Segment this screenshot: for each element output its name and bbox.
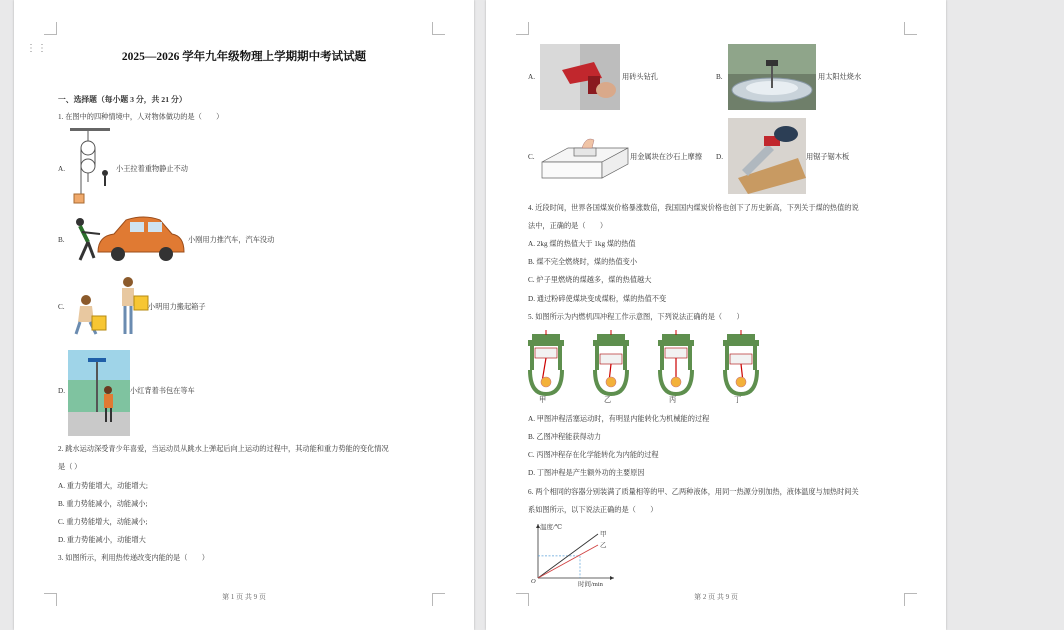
x-axis-arrow — [610, 576, 614, 580]
option-text: 小刚用力推汽车，汽车没动 — [188, 236, 275, 244]
section-heading: 一、选择题（每小题 3 分，共 21 分） — [58, 95, 187, 104]
question-2-option: B. 重力势能减小，动能减小; — [58, 500, 148, 508]
question-4-option: A. 2kg 煤的热值大于 1kg 煤的热值 — [528, 240, 636, 248]
friction-block-illustration — [538, 128, 630, 184]
option-letter: C. — [528, 153, 535, 161]
question-4-stem-cont: 法中，正确的是（ ） — [528, 222, 608, 230]
option-letter: D. — [58, 387, 65, 395]
document-page-1 — [14, 0, 474, 630]
option-text: 用砖头钻孔 — [622, 73, 658, 81]
engine-label: 丁 — [734, 396, 742, 404]
series-line — [538, 545, 598, 578]
option-letter: C. — [58, 303, 65, 311]
question-4-option: D. 通过粉碎使煤块变成煤粉，煤的热值不变 — [528, 295, 667, 303]
page-footer: 第 1 页 共 9 页 — [222, 593, 266, 601]
question-5-option: D. 丁图冲程是产生额外功的主要原因 — [528, 469, 645, 477]
corner-mark — [44, 22, 57, 35]
temperature-time-chart — [530, 520, 620, 588]
engine-label: 甲 — [539, 396, 547, 404]
origin-label: O — [531, 578, 536, 585]
question-5-stem: 5. 如图所示为内燃机四冲程工作示意图，下列说法正确的是（ ） — [528, 313, 744, 321]
series-label: 乙 — [600, 542, 607, 549]
option-text: 用太阳灶烧水 — [818, 73, 862, 81]
corner-mark — [904, 22, 917, 35]
option-letter: D. — [716, 153, 723, 161]
corner-mark — [432, 22, 445, 35]
y-axis-label: 温度/℃ — [540, 524, 563, 531]
question-2-option: A. 重力势能增大，动能增大; — [58, 482, 148, 490]
lifting-box-illustration — [68, 276, 152, 340]
question-2-option: D. 重力势能减小，动能增大 — [58, 536, 146, 544]
page-title: 2025—2026 学年九年级物理上学期期中考试试题 — [121, 51, 367, 63]
car-push-illustration — [68, 212, 188, 268]
question-5-option: B. 乙图冲程能获得动力 — [528, 433, 602, 441]
option-text: 小明用力搬起箱子 — [148, 303, 206, 311]
page-footer: 第 2 页 共 9 页 — [694, 593, 738, 601]
question-5-option: A. 甲图冲程活塞运动时，有明显内能转化为机械能的过程 — [528, 415, 710, 423]
question-4-stem: 4. 近段时间，世界各国煤炭价格暴涨数倍，我国国内煤炭价格也创下了历史新高，下列关于煤的热值的说 — [528, 204, 859, 212]
question-2-stem-cont: 是（ ） — [58, 463, 82, 471]
solar-cooker-photo — [728, 44, 816, 110]
engine-label: 乙 — [604, 396, 612, 404]
option-letter: B. — [716, 73, 723, 81]
series-label: 甲 — [600, 531, 607, 538]
option-text: 用金属块在沙石上摩擦 — [630, 153, 702, 161]
option-letter: A. — [528, 73, 535, 81]
drag-handle-icon[interactable]: ⋮⋮ — [26, 43, 48, 54]
document-page-2 — [486, 0, 946, 630]
question-2-stem: 2. 跳水运动深受青少年喜爱，当运动员从跳水上弹起后向上运动的过程中，其动能和重力势能的变化情况 — [58, 445, 389, 453]
option-text: 小王拉着重物静止不动 — [116, 165, 188, 173]
engine-label: 丙 — [669, 396, 677, 404]
option-text: 用锯子锯木板 — [806, 153, 850, 161]
question-4-option: C. 炉子里燃烧的煤越多，煤的热值越大 — [528, 276, 652, 284]
option-text: 小红背着书包在等车 — [130, 387, 195, 395]
engine-diagram — [723, 330, 759, 394]
saw-photo — [728, 118, 806, 194]
engine-diagram — [593, 330, 629, 394]
question-1-stem: 1. 在图中的四种情境中，人对物体做功的是（ ） — [58, 113, 224, 121]
option-letter: B. — [58, 236, 65, 244]
corner-mark — [516, 22, 529, 35]
drill-photo — [540, 44, 620, 110]
question-2-option: C. 重力势能增大，动能减小; — [58, 518, 148, 526]
bus-stop-illustration — [68, 350, 130, 436]
option-letter: A. — [58, 165, 65, 173]
x-axis-label: 时间/min — [578, 581, 603, 588]
engine-diagram — [658, 330, 694, 394]
question-5-option: C. 丙图冲程存在化学能转化为内能的过程 — [528, 451, 659, 459]
question-4-option: B. 煤不完全燃烧时，煤的热值变小 — [528, 258, 638, 266]
question-3-stem: 3. 如图所示，利用热传递改变内能的是（ ） — [58, 554, 209, 562]
question-6-stem-cont: 系如图所示，以下说法正确的是（ ） — [528, 506, 658, 514]
question-6-stem: 6. 两个相同的容器分别装满了质量相等的甲、乙两种液体，用同一热源分别加热，液体温度与加热时间关 — [528, 488, 859, 496]
engine-diagram — [528, 330, 564, 394]
